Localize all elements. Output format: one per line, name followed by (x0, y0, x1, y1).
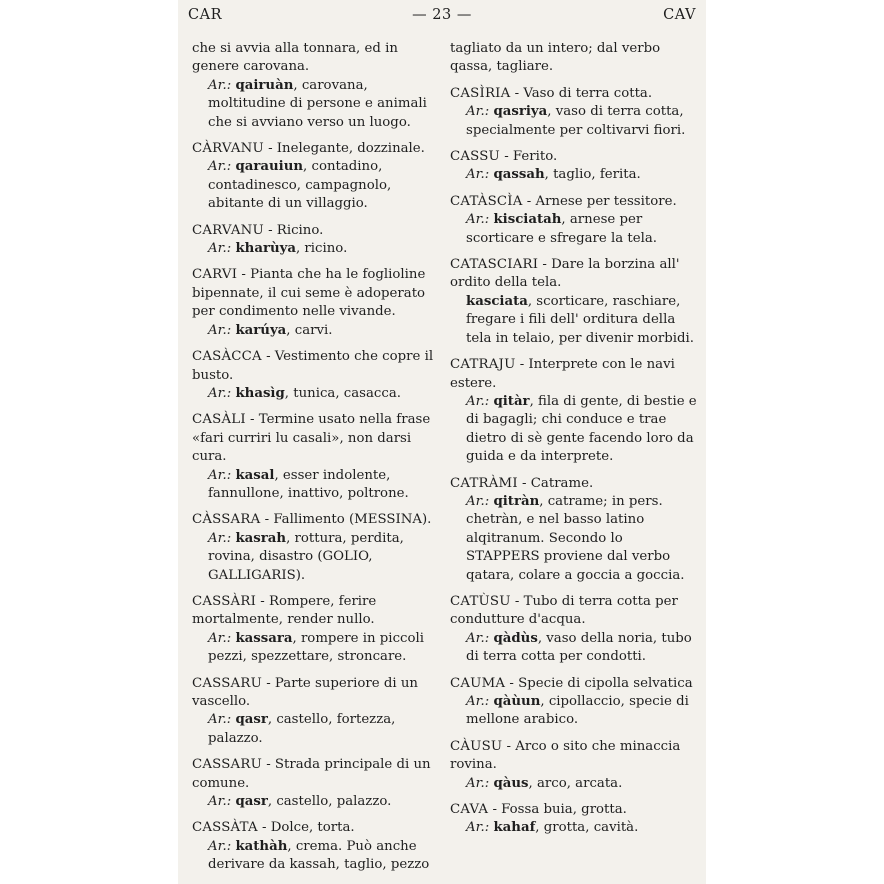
dictionary-entry (192, 411, 440, 503)
definition-text: - Inelegante, dozzinale. (263, 141, 425, 157)
arabic-label: Ar.: (466, 493, 490, 509)
entry-definition (192, 756, 440, 793)
definition-text: - Tubo di terra cotta per condutture d'acqua. (450, 593, 678, 628)
etymology (450, 775, 698, 793)
gloss-text: , carvi. (286, 322, 333, 338)
headword: CARVI (192, 267, 238, 283)
gloss-text: , rompere in piccoli pezzi, spezzettare, stroncare. (208, 630, 424, 665)
arabic-word: qasr (235, 712, 268, 728)
etymology (192, 158, 440, 213)
gloss-text: , vaso della noria, tubo di terra cotta per condotti. (466, 630, 692, 665)
definition-text: - Interprete con le navi estere. (450, 357, 675, 391)
gloss-text: , castello, fortezza, palazzo. (208, 712, 396, 746)
arabic-label: Ar.: (208, 322, 232, 338)
etymology (192, 467, 440, 504)
etymology (192, 240, 440, 258)
entry-definition (450, 356, 698, 393)
definition-text: - Strada principale di un comune. (192, 757, 431, 791)
arabic-label: Ar.: (466, 104, 490, 120)
definition-text: - Fossa buia, grotta. (488, 802, 627, 818)
gloss-text: , castello, palazzo. (267, 794, 392, 810)
arabic-label: Ar.: (466, 694, 490, 709)
arabic-label: Ar.: (466, 212, 490, 228)
arabic-word: qarauiun (235, 159, 304, 175)
dictionary-entry (192, 675, 440, 749)
gloss-text: , arco, arcata. (528, 775, 623, 791)
arabic-word: qassah (493, 167, 545, 183)
arabic-label: Ar.: (208, 838, 232, 854)
gloss-text: , contadino, contadinesco, campagnolo, abitante di un villaggio. (208, 159, 392, 212)
dictionary-entry (450, 256, 698, 348)
headword: CASÌRIA (450, 85, 511, 101)
definition-text: - Vestimento che copre il busto. (192, 349, 434, 383)
definition-text: - Arnese per tessitore. (522, 193, 677, 209)
entry-definition (192, 511, 440, 529)
definition-text: - Ferito. (499, 149, 558, 165)
arabic-label: Ar.: (466, 630, 490, 646)
arabic-label: Ar.: (466, 820, 490, 836)
headword: CASSARU (192, 675, 262, 691)
gloss-text: , catrame; in pers. chetràn, e nel basso latino alqitranum. Secondo lo STAPPERS proviene dal verbo qatara, colare a goccia a goccia. (466, 493, 685, 583)
gloss-text: , tunica, casacca. (284, 385, 401, 401)
headword: CÀSSARA (192, 512, 261, 528)
arabic-word: kharùya (235, 241, 296, 257)
etymology (192, 793, 440, 811)
etymology (450, 393, 698, 467)
arabic-label: Ar.: (208, 467, 232, 483)
headword: CAUMA (450, 675, 506, 691)
etymology (450, 211, 698, 248)
entry-definition (450, 475, 698, 493)
etymology (450, 819, 698, 837)
entry-definition (192, 40, 440, 77)
definition-text: - Arco o sito che minaccia rovina. (450, 738, 681, 773)
dictionary-entry (450, 675, 698, 730)
definition-text: - Dolce, torta. (257, 820, 355, 836)
dictionary-entry (450, 593, 698, 667)
gloss-text: , ricino. (295, 241, 348, 257)
arabic-label: Ar.: (208, 159, 232, 175)
arabic-word: kassara (235, 630, 293, 646)
entry-definition (450, 801, 698, 819)
etymology (450, 166, 698, 184)
entry-definition (450, 593, 698, 630)
dictionary-entry (450, 801, 698, 838)
dictionary-entry (192, 40, 440, 132)
header-guide-right: CAV (663, 7, 696, 23)
definition-text: - Vaso di terra cotta. (510, 85, 653, 101)
headword: CASSÀRI (192, 593, 257, 609)
gloss-text: , crema. Può anche derivare da kassah, taglio, pezzo (208, 838, 430, 873)
gloss-text: , esser indolente, fannullone, inattivo, poltrone. (208, 467, 409, 501)
gloss-text: , fila di gente, di bestie e di bagagli; chi conduce e trae dietro di sè gente facendo loro da guida e da interprete. (466, 393, 697, 465)
dictionary-entry (192, 593, 440, 667)
arabic-label: Ar.: (208, 241, 232, 257)
headword: CATRAJU (450, 357, 516, 373)
dictionary-entry (192, 511, 440, 585)
gloss-text: , vaso di terra cotta, specialmente per coltivarvi fiori. (466, 104, 686, 138)
definition-text: - Pianta che ha le foglioline bipennate, il cui seme è adoperato per condimento nelle vivande. (192, 267, 426, 320)
arabic-word: kahaf (493, 820, 536, 836)
gloss-text: , scorticare, raschiare, fregare i fili dell' orditura della tela in telaio, per divenir morbidi. (466, 293, 695, 346)
arabic-label: Ar.: (208, 630, 232, 646)
right-column (450, 40, 698, 846)
etymology (192, 838, 440, 875)
definition-text: tagliato da un intero; dal verbo qassa, tagliare. (450, 41, 661, 75)
headword: CÀUSU (450, 738, 503, 754)
etymology (450, 493, 698, 585)
headword: CASÀCCA (192, 349, 262, 365)
entry-definition (192, 348, 440, 385)
arabic-label: Ar.: (208, 77, 232, 93)
dictionary-entry (450, 356, 698, 466)
dictionary-entry (450, 40, 698, 77)
arabic-label: Ar.: (208, 794, 232, 810)
entry-definition (450, 40, 698, 77)
headword: CASSARU (192, 757, 262, 773)
etymology (192, 530, 440, 585)
arabic-label: Ar.: (208, 385, 232, 401)
definition-text: - Ricino. (263, 222, 324, 238)
etymology (192, 322, 440, 340)
arabic-word: kasrah (235, 530, 287, 546)
etymology (450, 103, 698, 140)
headword: CASÀLI (192, 412, 246, 428)
etymology (192, 77, 440, 132)
gloss-text: , arnese per scorticare e sfregare la tela. (466, 212, 658, 246)
dictionary-entry (192, 819, 440, 874)
arabic-label: Ar.: (466, 167, 490, 183)
entry-definition (192, 140, 440, 158)
arabic-word: qitàr (493, 393, 530, 409)
dictionary-entry (450, 85, 698, 140)
arabic-word: karúya (235, 322, 287, 338)
dictionary-entry (192, 266, 440, 340)
entry-definition (192, 675, 440, 712)
headword: CATRÀMI (450, 475, 518, 491)
headword: CATÀSCÌA (450, 193, 523, 209)
arabic-label: Ar.: (466, 393, 490, 409)
entry-definition (192, 819, 440, 837)
arabic-word: qàdùs (493, 630, 538, 646)
arabic-word: qitràn (493, 493, 540, 509)
arabic-word: qasriya (493, 104, 548, 120)
gloss-text: , grotta, cavità. (535, 820, 639, 836)
definition-text: - Rompere, ferire mortalmente, render nullo. (192, 593, 377, 628)
entry-definition (192, 266, 440, 321)
entry-definition (450, 256, 698, 293)
arabic-word: qasr (235, 794, 268, 810)
arabic-word: qàus (493, 775, 529, 791)
entry-definition (192, 593, 440, 630)
arabic-label: Ar.: (208, 712, 232, 728)
etymology (192, 385, 440, 403)
header-guide-left: CAR (188, 7, 222, 23)
etymology (192, 711, 440, 748)
headword: CARVANU (192, 222, 264, 238)
headword: CATÙSU (450, 593, 511, 609)
etymology (192, 630, 440, 667)
entry-definition (192, 411, 440, 466)
arabic-word: kasal (235, 467, 275, 483)
dictionary-entry (450, 738, 698, 793)
gloss-text: , rottura, perdita, rovina, disastro (GOLIO, GALLIGARIS). (208, 530, 404, 583)
gloss-text: , taglio, ferita. (544, 167, 641, 183)
headword: CAVA (450, 802, 489, 818)
entry-definition (450, 85, 698, 103)
definition-text: - Parte superiore di un vascello. (192, 675, 418, 709)
arabic-label: Ar.: (208, 530, 232, 546)
arabic-word: qairuàn (235, 77, 294, 93)
dictionary-entry (450, 475, 698, 585)
etymology (450, 693, 698, 730)
gloss-text: , cipollaccio, specie di mellone arabico. (466, 694, 689, 728)
dictionary-entry (192, 140, 440, 214)
page-number: — 23 — (412, 7, 472, 23)
definition-text: - Dare la borzina all' ordito della tela. (450, 257, 680, 291)
left-column (192, 40, 440, 883)
headword: CASSÀTA (192, 820, 258, 836)
headword: CÀRVANU (192, 141, 264, 157)
headword: CATASCIARI (450, 257, 539, 273)
definition-text: - Catrame. (517, 475, 594, 491)
dictionary-entry (192, 348, 440, 403)
definition-text: - Termine usato nella frase «fari curriri lu casali», non darsi cura. (192, 412, 431, 465)
definition-text: che si avvia alla tonnara, ed in genere carovana. (192, 41, 398, 75)
dictionary-entry (192, 222, 440, 259)
arabic-label: Ar.: (466, 775, 490, 791)
dictionary-entry (450, 193, 698, 248)
dictionary-entry (450, 148, 698, 185)
arabic-word: khasìg (235, 385, 285, 401)
dictionary-page (178, 0, 706, 884)
dictionary-entry (192, 756, 440, 811)
entry-definition (450, 193, 698, 211)
definition-text: - Fallimento (MESSINA). (260, 512, 432, 528)
etymology (450, 293, 698, 348)
arabic-word: kasciata (466, 293, 528, 309)
gloss-text: , carovana, moltitudine di persone e animali che si avviano verso un luogo. (208, 77, 427, 130)
arabic-word: kisciatah (493, 212, 562, 228)
entry-definition (450, 738, 698, 775)
arabic-word: kathàh (235, 838, 288, 854)
definition-text: - Specie di cipolla selvatica (505, 675, 693, 691)
entry-definition (192, 222, 440, 240)
entry-definition (450, 148, 698, 166)
headword: CASSU (450, 149, 500, 165)
etymology (450, 630, 698, 667)
arabic-word: qàùun (493, 694, 541, 709)
entry-definition (450, 675, 698, 693)
